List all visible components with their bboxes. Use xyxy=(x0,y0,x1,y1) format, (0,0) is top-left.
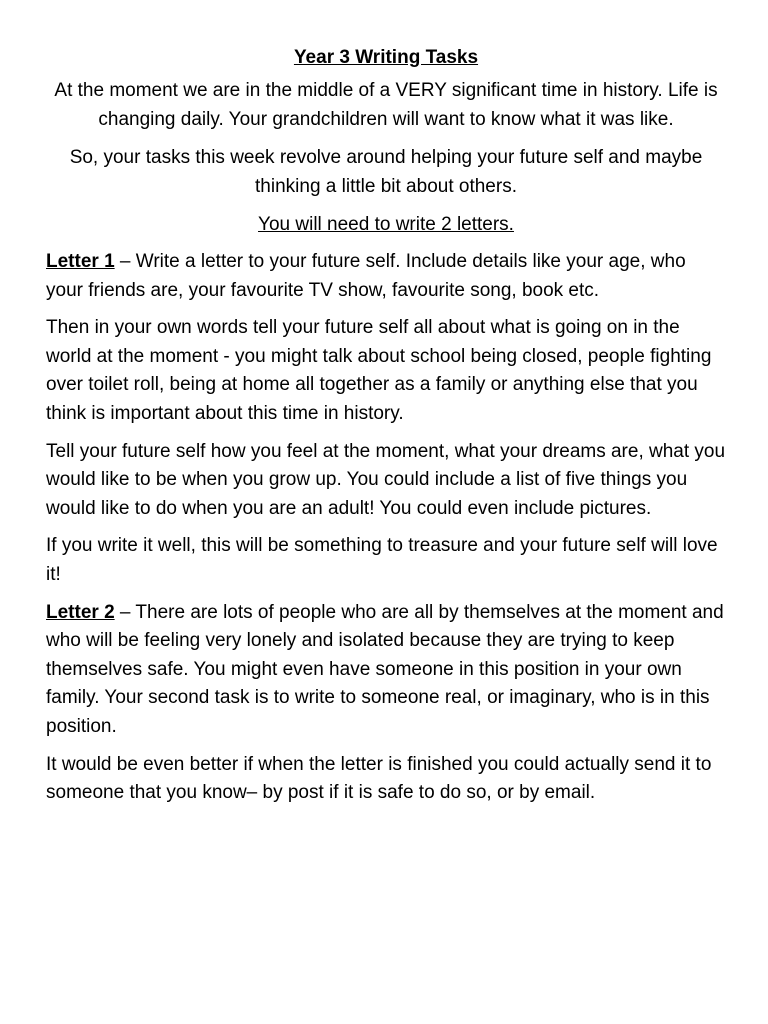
intro-paragraph: At the moment we are in the middle of a VERY significant time in history. Life is changing daily. Your grandchildren will want to know what it was like. xyxy=(54,80,718,130)
need-letters-text: You will need to write 2 letters. xyxy=(258,214,514,235)
letter1-label: Letter 1 xyxy=(46,251,115,272)
letter1-text: – Write a letter to your future self. Include details like your age, who your friends are, your favourite TV show, favourite song, book etc. xyxy=(46,251,686,301)
send-paragraph: It would be even better if when the letter is finished you could actually send it to someone that you know– by post if it is safe to do so, or by email. xyxy=(46,753,712,804)
need-letters-line xyxy=(46,210,726,239)
tasks-intro-paragraph: So, your tasks this week revolve around helping your future self and maybe thinking a little bit about others. xyxy=(69,147,703,197)
letter1-paragraph xyxy=(46,248,726,305)
feelings-paragraph: Tell your future self how you feel at the moment, what your dreams are, what you would like to be when you grow up. You could include a list of five things you would like to do when you are an adult! You could even include pictures. xyxy=(46,440,726,519)
document-title: Year 3 Writing Tasks xyxy=(293,47,479,68)
world-paragraph: Then in your own words tell your future self all about what is going on in the world at the moment - you might talk about school being closed, people fighting over toilet roll, being at home all together as a family or anything else that you think is important about this time in history. xyxy=(46,317,712,424)
letter2-paragraph xyxy=(46,599,726,742)
letter2-text: – There are lots of people who are all by themselves at the moment and who will be feeling very lonely and isolated because they are trying to keep themselves safe. You might even have someone in this position in your own family. Your second task is to write to someone real, or imaginary, who is in this position. xyxy=(46,601,724,737)
treasure-paragraph: If you write it well, this will be something to treasure and your future self will love it! xyxy=(46,535,718,585)
letter2-label: Letter 2 xyxy=(46,601,115,623)
